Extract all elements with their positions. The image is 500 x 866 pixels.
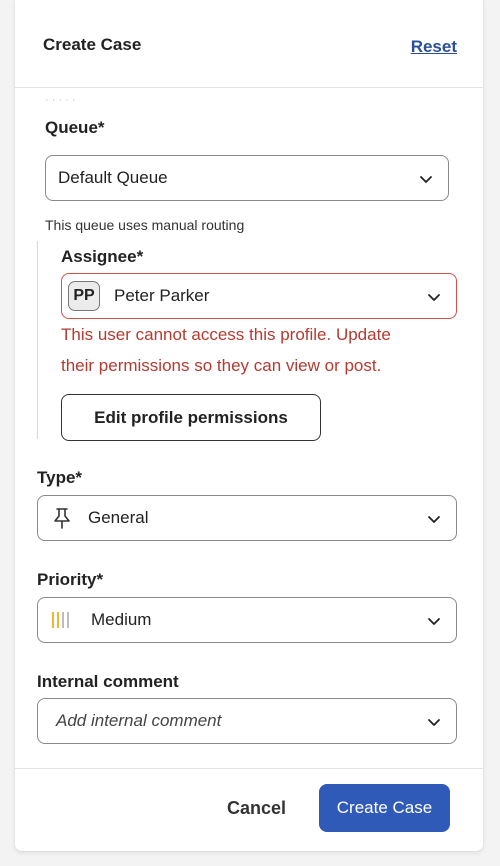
chevron-down-icon xyxy=(426,511,442,527)
type-select[interactable] xyxy=(37,495,457,541)
queue-helper-text: This queue uses manual routing xyxy=(45,217,245,233)
assignee-value: Peter Parker xyxy=(114,286,210,305)
chevron-down-icon xyxy=(426,714,442,730)
pin-icon xyxy=(52,507,72,529)
assignee-select[interactable] xyxy=(61,273,457,319)
reset-link[interactable]: Reset xyxy=(410,37,457,56)
avatar: PP xyxy=(68,281,100,311)
priority-value: Medium xyxy=(91,610,152,629)
scrolled-text-fragment: · · · · · xyxy=(45,98,76,106)
internal-comment-field[interactable] xyxy=(37,698,457,744)
queue-label: Queue* xyxy=(45,118,105,137)
edit-profile-permissions-button[interactable]: Edit profile permissions xyxy=(61,394,321,441)
internal-comment-placeholder: Add internal comment xyxy=(56,711,222,730)
create-case-panel xyxy=(14,0,484,852)
panel-footer xyxy=(15,768,483,852)
chevron-down-icon xyxy=(418,171,434,187)
queue-select[interactable] xyxy=(45,155,449,201)
priority-select[interactable] xyxy=(37,597,457,643)
internal-comment-label: Internal comment xyxy=(37,672,179,691)
type-value: General xyxy=(88,508,149,527)
chevron-down-icon xyxy=(426,613,442,629)
panel-header xyxy=(15,0,483,88)
cancel-button[interactable]: Cancel xyxy=(227,798,287,818)
assignee-label: Assignee* xyxy=(61,247,144,266)
assignee-error-line1: This user cannot access this profile. Update xyxy=(61,325,391,344)
assignee-indent-line xyxy=(37,241,40,439)
priority-label: Priority* xyxy=(37,570,104,589)
chevron-down-icon xyxy=(426,289,442,305)
assignee-error-line2: their permissions so they can view or post. xyxy=(61,356,382,375)
priority-bars-icon xyxy=(51,611,71,629)
create-case-button[interactable]: Create Case xyxy=(319,784,450,832)
type-label: Type* xyxy=(37,468,83,487)
queue-value: Default Queue xyxy=(58,168,168,187)
page-title: Create Case xyxy=(43,35,142,54)
